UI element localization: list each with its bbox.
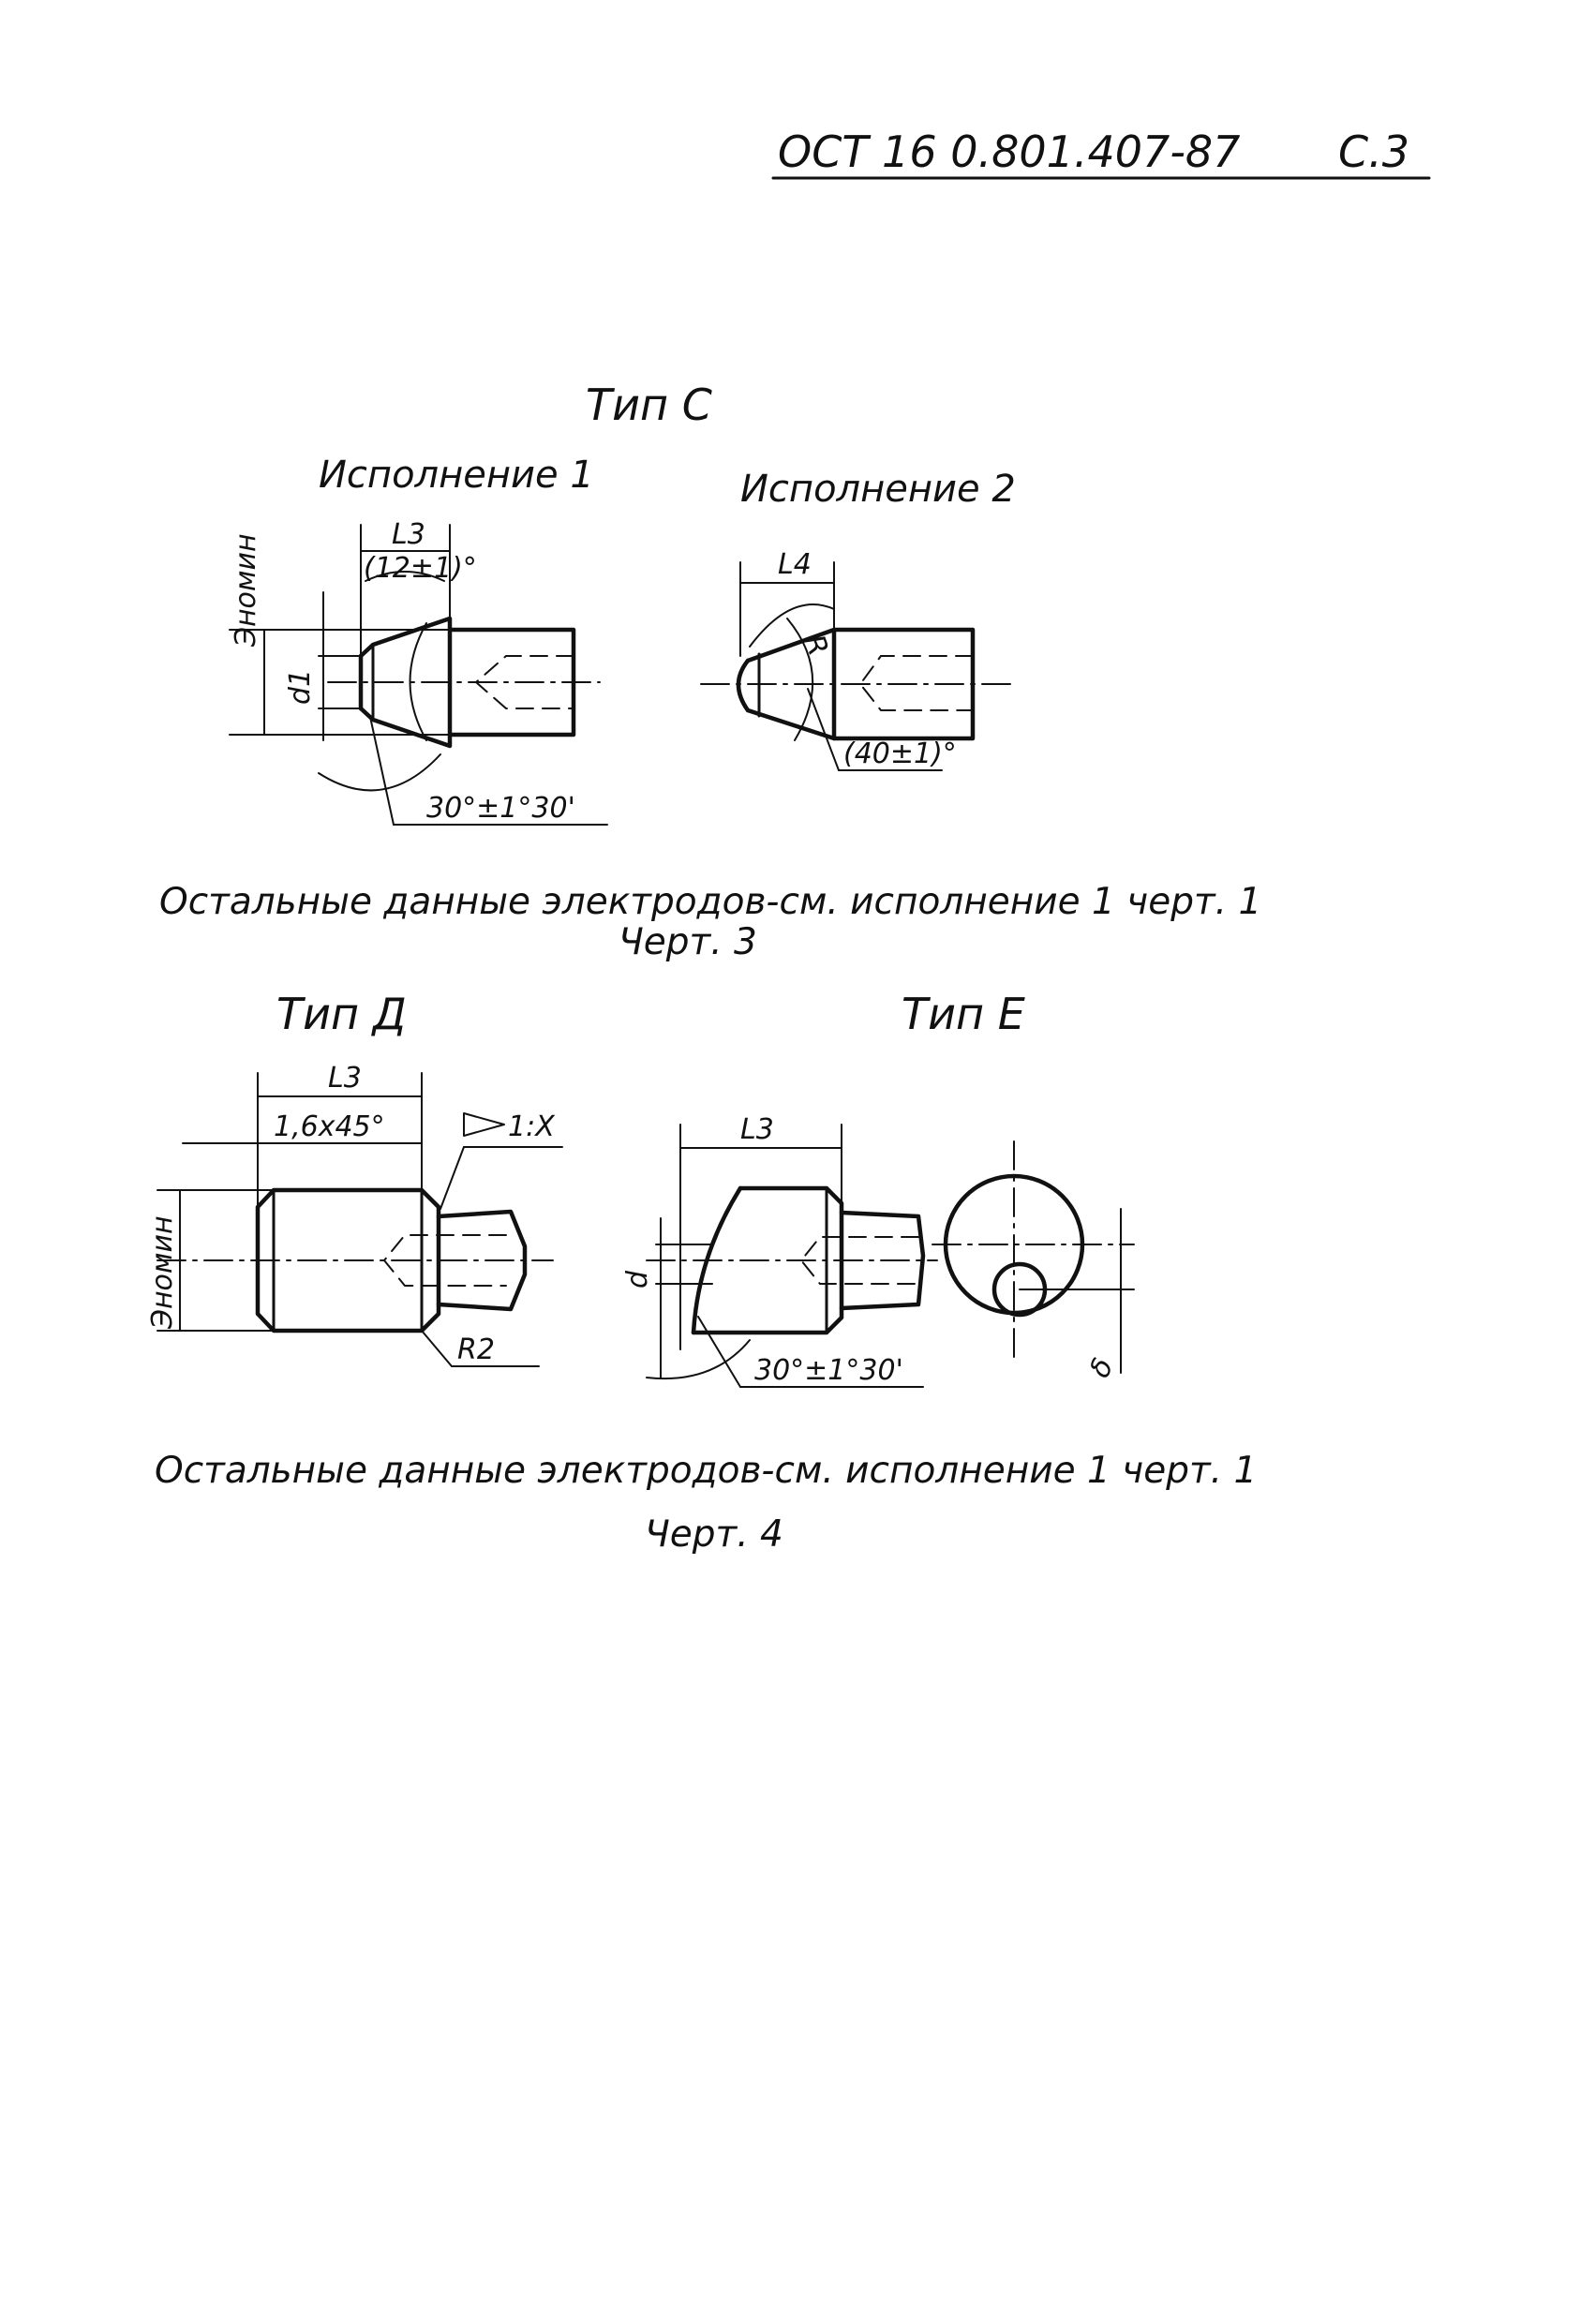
angle-arc [647, 1340, 750, 1378]
standard-number: ОСТ 16 0.801.407-87 [778, 127, 1241, 177]
leader-line [422, 1331, 452, 1366]
dim-l3: L3 [392, 518, 425, 551]
dim-d: d [621, 1270, 654, 1289]
dim-electrode-diameter: Эномин [146, 1215, 179, 1329]
types-de-note: Остальные данные электродов-см. исполнение 1 черт. 1 [155, 1450, 1258, 1492]
dim-l3: L3 [740, 1113, 774, 1146]
dim-l4: L4 [778, 548, 812, 581]
leader-line [370, 717, 394, 825]
type-d-title: Тип Д [276, 989, 407, 1039]
type-c-title: Тип С [586, 380, 712, 430]
dim-radius: R2 [457, 1333, 495, 1366]
dim-electrode-diameter: Эномин [230, 533, 262, 647]
type-c-variant-2-drawing [701, 468, 1016, 770]
dim-taper: 1:X [508, 1110, 555, 1143]
dim-offset: δ [1083, 1353, 1121, 1383]
figure-3-label: Черт. 3 [619, 921, 757, 963]
type-d-drawing [146, 1062, 562, 1366]
leader-line [698, 1317, 740, 1387]
taper-symbol-icon [464, 1113, 504, 1136]
type-c-variant-1-drawing [230, 454, 607, 825]
tip-radius [738, 661, 748, 710]
type-c-variant-1-title: Исполнение 1 [319, 454, 594, 497]
dim-taper: (40±1)° [843, 737, 957, 770]
leader-line [440, 1147, 464, 1209]
dim-radius: R [797, 630, 835, 661]
sheet-number: С.3 [1338, 127, 1410, 177]
type-e-drawing [621, 1113, 1134, 1387]
figure-4-label: Черт. 4 [645, 1513, 783, 1556]
dim-chamfer: 1,6x45° [274, 1110, 385, 1143]
dim-taper: (12±1)° [364, 552, 477, 585]
dim-angle: 30°±1°30' [754, 1354, 903, 1387]
type-c-variant-2-title: Исполнение 2 [740, 468, 1016, 511]
page-header [773, 127, 1429, 178]
dim-angle: 30°±1°30' [426, 792, 575, 825]
type-c-note: Остальные данные электродов-см. исполнение 1 черт. 1 [159, 881, 1262, 923]
dim-l3: L3 [328, 1062, 362, 1095]
dim-d1: d1 [284, 668, 317, 705]
type-e-title: Тип Е [902, 989, 1025, 1039]
